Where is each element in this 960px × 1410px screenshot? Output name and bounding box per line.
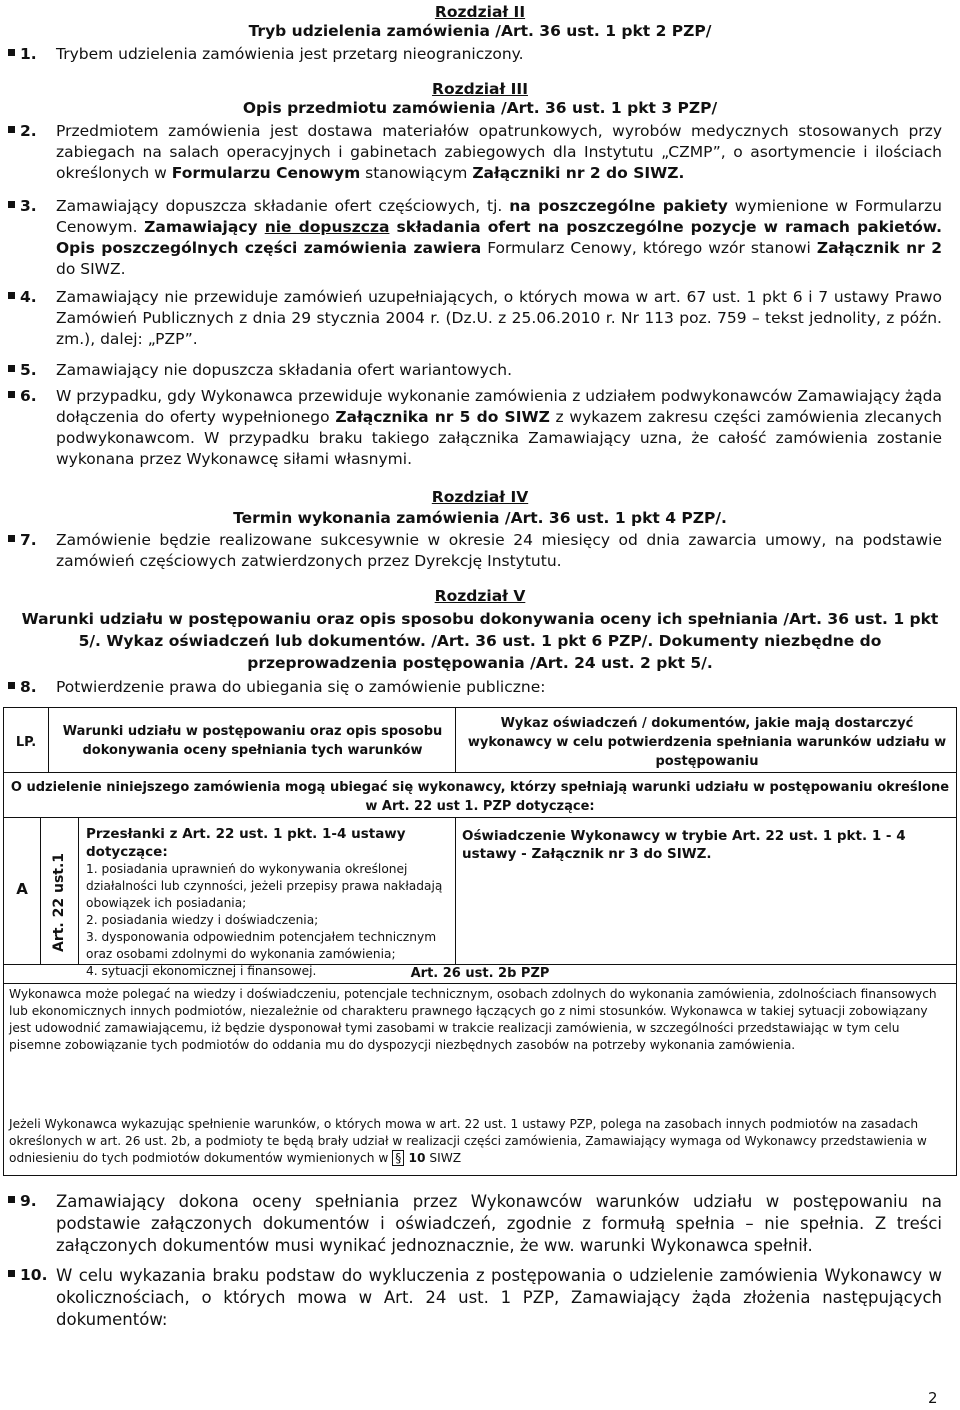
item-3-number: 3. xyxy=(0,196,52,216)
bullet-square-icon xyxy=(8,1196,15,1203)
table-divider xyxy=(48,707,49,772)
item-2-number: 2. xyxy=(0,121,52,141)
bullet-square-icon xyxy=(8,201,15,208)
row-letter: A xyxy=(16,880,28,898)
chapter-2-heading: Rozdział II xyxy=(434,3,526,21)
bullet-square-icon xyxy=(8,535,15,542)
note-reliance: Wykonawca może polegać na wiedzy i doświadczeniu, potencjale technicznym, osobach zdolnych do wykonania zamówienia, zdolnościach finansowych lub ekonomicznych innych podmiotów, niezależnie od charakteru prawnego łączących go z nimi stosunków. Wykonawca w takiej sytuacji zobowiązany jest udowodnić zamawiającemu, iż będzie dysponował tymi zasobami w trakcie realizacji zamówienia, w szczególności przedstawiając w tym celu pisemne zobowiązanie tych podmiotów do oddania mu do dyspozycji niezbędnych zasobów na potrzeby wykonania zamówienia. xyxy=(9,987,937,1052)
item-4-number: 4. xyxy=(0,287,52,307)
table-divider xyxy=(40,817,41,964)
premise-item: 1. posiadania uprawnień do wykonywania określonej działalności lub czynności, jeżeli przepisy prawa nakładają obowiązek ich posiadania; xyxy=(86,862,443,910)
item-2-text: Przedmiotem zamówienia jest dostawa materiałów opatrunkowych, wyrobów medycznych stosowanych przy zabiegach na salach operacyjnych i gabinetach zabiegowych dla Instytutu „CZMP”, o asortymencie i ilościach określonych w Formularzu Cenowym stanowiącym Załączniki nr 2 do SIWZ. xyxy=(56,122,942,182)
table-header-documents: Wykaz oświadczeń / dokumentów, jakie mają dostarczyć wykonawcy w celu potwierdzenia spełniania warunków udziału w postępowaniu xyxy=(467,716,947,769)
chapter-5-subheading: Warunki udziału w postępowaniu oraz opis sposobu dokonywania oceny ich spełniania /Art. 36 ust. 1 pkt 5/. Wykaz oświadczeń lub dokumentów. /Art. 36 ust. 1 pkt 6 PZP/. Dokumenty niezbędne do przeprowadzenia postępowania /Art. 24 ust. 2 pkt 5/. xyxy=(21,610,939,672)
item-8-text: Potwierdzenie prawa do ubiegania się o zamówienie publiczne: xyxy=(56,678,546,696)
chapter-2-subheading: Tryb udzielenia zamówienia /Art. 36 ust. 1 pkt 2 PZP/ xyxy=(248,22,712,40)
item-10-number: 10. xyxy=(0,1265,52,1285)
item-6-text: W przypadku, gdy Wykonawca przewiduje wykonanie zamówienia z udziałem podwykonawców Zamawiający żąda dołączenia do oferty wypełnionego Załącznika nr 5 do SIWZ z wykazem zakresu części zamówienia zlecanych podwykonawcom. W przypadku braku takiego załącznika Zamawiający uzna, że całość zamówienia zostanie wykonana przez Wykonawcę siłami własnymi. xyxy=(56,387,943,468)
note-subcontractors: Jeżeli Wykonawca wykazując spełnienie warunków, o których mowa w art. 22 ust. 1 ustawy PZP, polega na zasobach innych podmiotów na zasadach określonych w art. 26 ust. 2b, a podmioty te będą brały udział w realizacji części zamówienia, Zamawiający wymaga od Wykonawcy przedstawienia w odniesieniu do tych podmiotów dokumentów wymienionych w § 10 SIWZ xyxy=(9,1117,927,1165)
bullet-square-icon xyxy=(8,292,15,299)
item-9-number: 9. xyxy=(0,1191,52,1211)
page-number: 2 xyxy=(928,1389,938,1407)
item-3-text: Zamawiający dopuszcza składanie ofert częściowych, tj. na poszczególne pakiety wymienione w Formularzu Cenowym. Zamawiający nie dopuszcza składania ofert na poszczególne pozycje w ramach pakietów. Opis poszczególnych części zamówienia zawiera Formularz Cenowy, którego wzór stanowi Załącznik nr 2 do SIWZ. xyxy=(56,197,943,278)
table-divider xyxy=(455,707,456,772)
chapter-3-subheading: Opis przedmiotu zamówienia /Art. 36 ust. 1 pkt 3 PZP/ xyxy=(242,99,718,117)
item-5-number: 5. xyxy=(0,360,52,380)
chapter-5-heading: Rozdział V xyxy=(434,587,526,605)
bullet-square-icon xyxy=(8,365,15,372)
table-header-conditions: Warunki udziału w postępowaniu oraz opis sposobu dokonywania oceny spełniania tych warunków xyxy=(62,724,443,758)
premise-item: 3. dysponowania odpowiednim potencjałem technicznym oraz osobami zdolnymi do wykonania zamówienia; xyxy=(86,930,437,961)
item-4-text: Zamawiający nie przewiduje zamówień uzupełniających, o których mowa w art. 67 ust. 1 pkt 6 i 7 ustawy Prawo Zamówień Publicznych z dnia 29 stycznia 2004 r. (Dz.U. z 25.06.2010 r. Nr 113 poz. 759 – tekst jednolity, z późn. zm.), dalej: „PZP”. xyxy=(56,288,942,348)
item-8-number: 8. xyxy=(0,677,52,697)
item-1-text: Trybem udzielenia zamówienia jest przetarg nieograniczony. xyxy=(56,45,524,63)
bullet-square-icon xyxy=(8,391,15,398)
chapter-4-heading: Rozdział IV xyxy=(431,488,529,506)
item-6-number: 6. xyxy=(0,386,52,406)
premises-cell xyxy=(86,825,452,980)
premise-item: 2. posiadania wiedzy i doświadczenia; xyxy=(86,913,319,927)
table-divider xyxy=(455,817,456,964)
item-9-text: Zamawiający dokona oceny spełniania przez Wykonawców warunków udziału w postępowaniu na podstawie załączonych dokumentów i oświadczeń, zgodnie z formułą spełnia – nie spełnia. Z treści załączonych dokumentów musi wynikać jednoznacznie, że ww. warunki Wykonawca spełnił. xyxy=(56,1192,942,1255)
row-article: Art. 22 ust.1 xyxy=(51,852,67,952)
item-7-text: Zamówienie będzie realizowane sukcesywnie w okresie 24 miesięcy od dnia zawarcia umowy, na podstawie zamówień częściowych zatwierdzonych przez Dyrekcję Instytutu. xyxy=(56,531,942,570)
item-5-text: Zamawiający nie dopuszcza składania ofert wariantowych. xyxy=(56,361,513,379)
item-1-number: 1. xyxy=(0,44,52,64)
chapter-3-heading: Rozdział III xyxy=(432,80,528,98)
bullet-square-icon xyxy=(8,126,15,133)
item-7-number: 7. xyxy=(0,530,52,550)
item-10-text: W celu wykazania braku podstaw do wykluczenia z postępowania o udzielenie zamówienia Wykonawcy w okolicznościach, o których mowa w Art. 24 ust. 1 PZP, Zamawiający żąda złożenia następujących dokumentów: xyxy=(56,1266,942,1329)
bullet-square-icon xyxy=(8,49,15,56)
art26-label: Art. 26 ust. 2b PZP xyxy=(410,966,550,981)
statement-cell: Oświadczenie Wykonawcy w trybie Art. 22 ust. 1 pkt. 1 - 4 ustawy - Załącznik nr 3 do SIWZ. xyxy=(462,828,906,862)
table-divider xyxy=(3,772,957,773)
table-divider xyxy=(3,817,957,818)
chapter-4-subheading: Termin wykonania zamówienia /Art. 36 ust. 1 pkt 4 PZP/. xyxy=(233,509,727,527)
bullet-square-icon xyxy=(8,1270,15,1277)
table-divider xyxy=(3,983,957,984)
premise-item: 4. sytuacji ekonomicznej i finansowej. xyxy=(86,964,317,978)
table-header-lp: LP. xyxy=(15,735,37,750)
table-intro: O udzielenie niniejszego zamówienia mogą ubiegać się wykonawcy, którzy spełniają warunki udziału w postępowaniu określone w Art. 22 ust 1. PZP dotyczące: xyxy=(10,780,950,814)
table-divider xyxy=(78,817,79,964)
bullet-square-icon xyxy=(8,682,15,689)
paragraph-sign-icon: § xyxy=(392,1150,404,1166)
premises-title: Przesłanki z Art. 22 ust. 1 pkt. 1-4 ustawy dotyczące: xyxy=(86,826,406,860)
